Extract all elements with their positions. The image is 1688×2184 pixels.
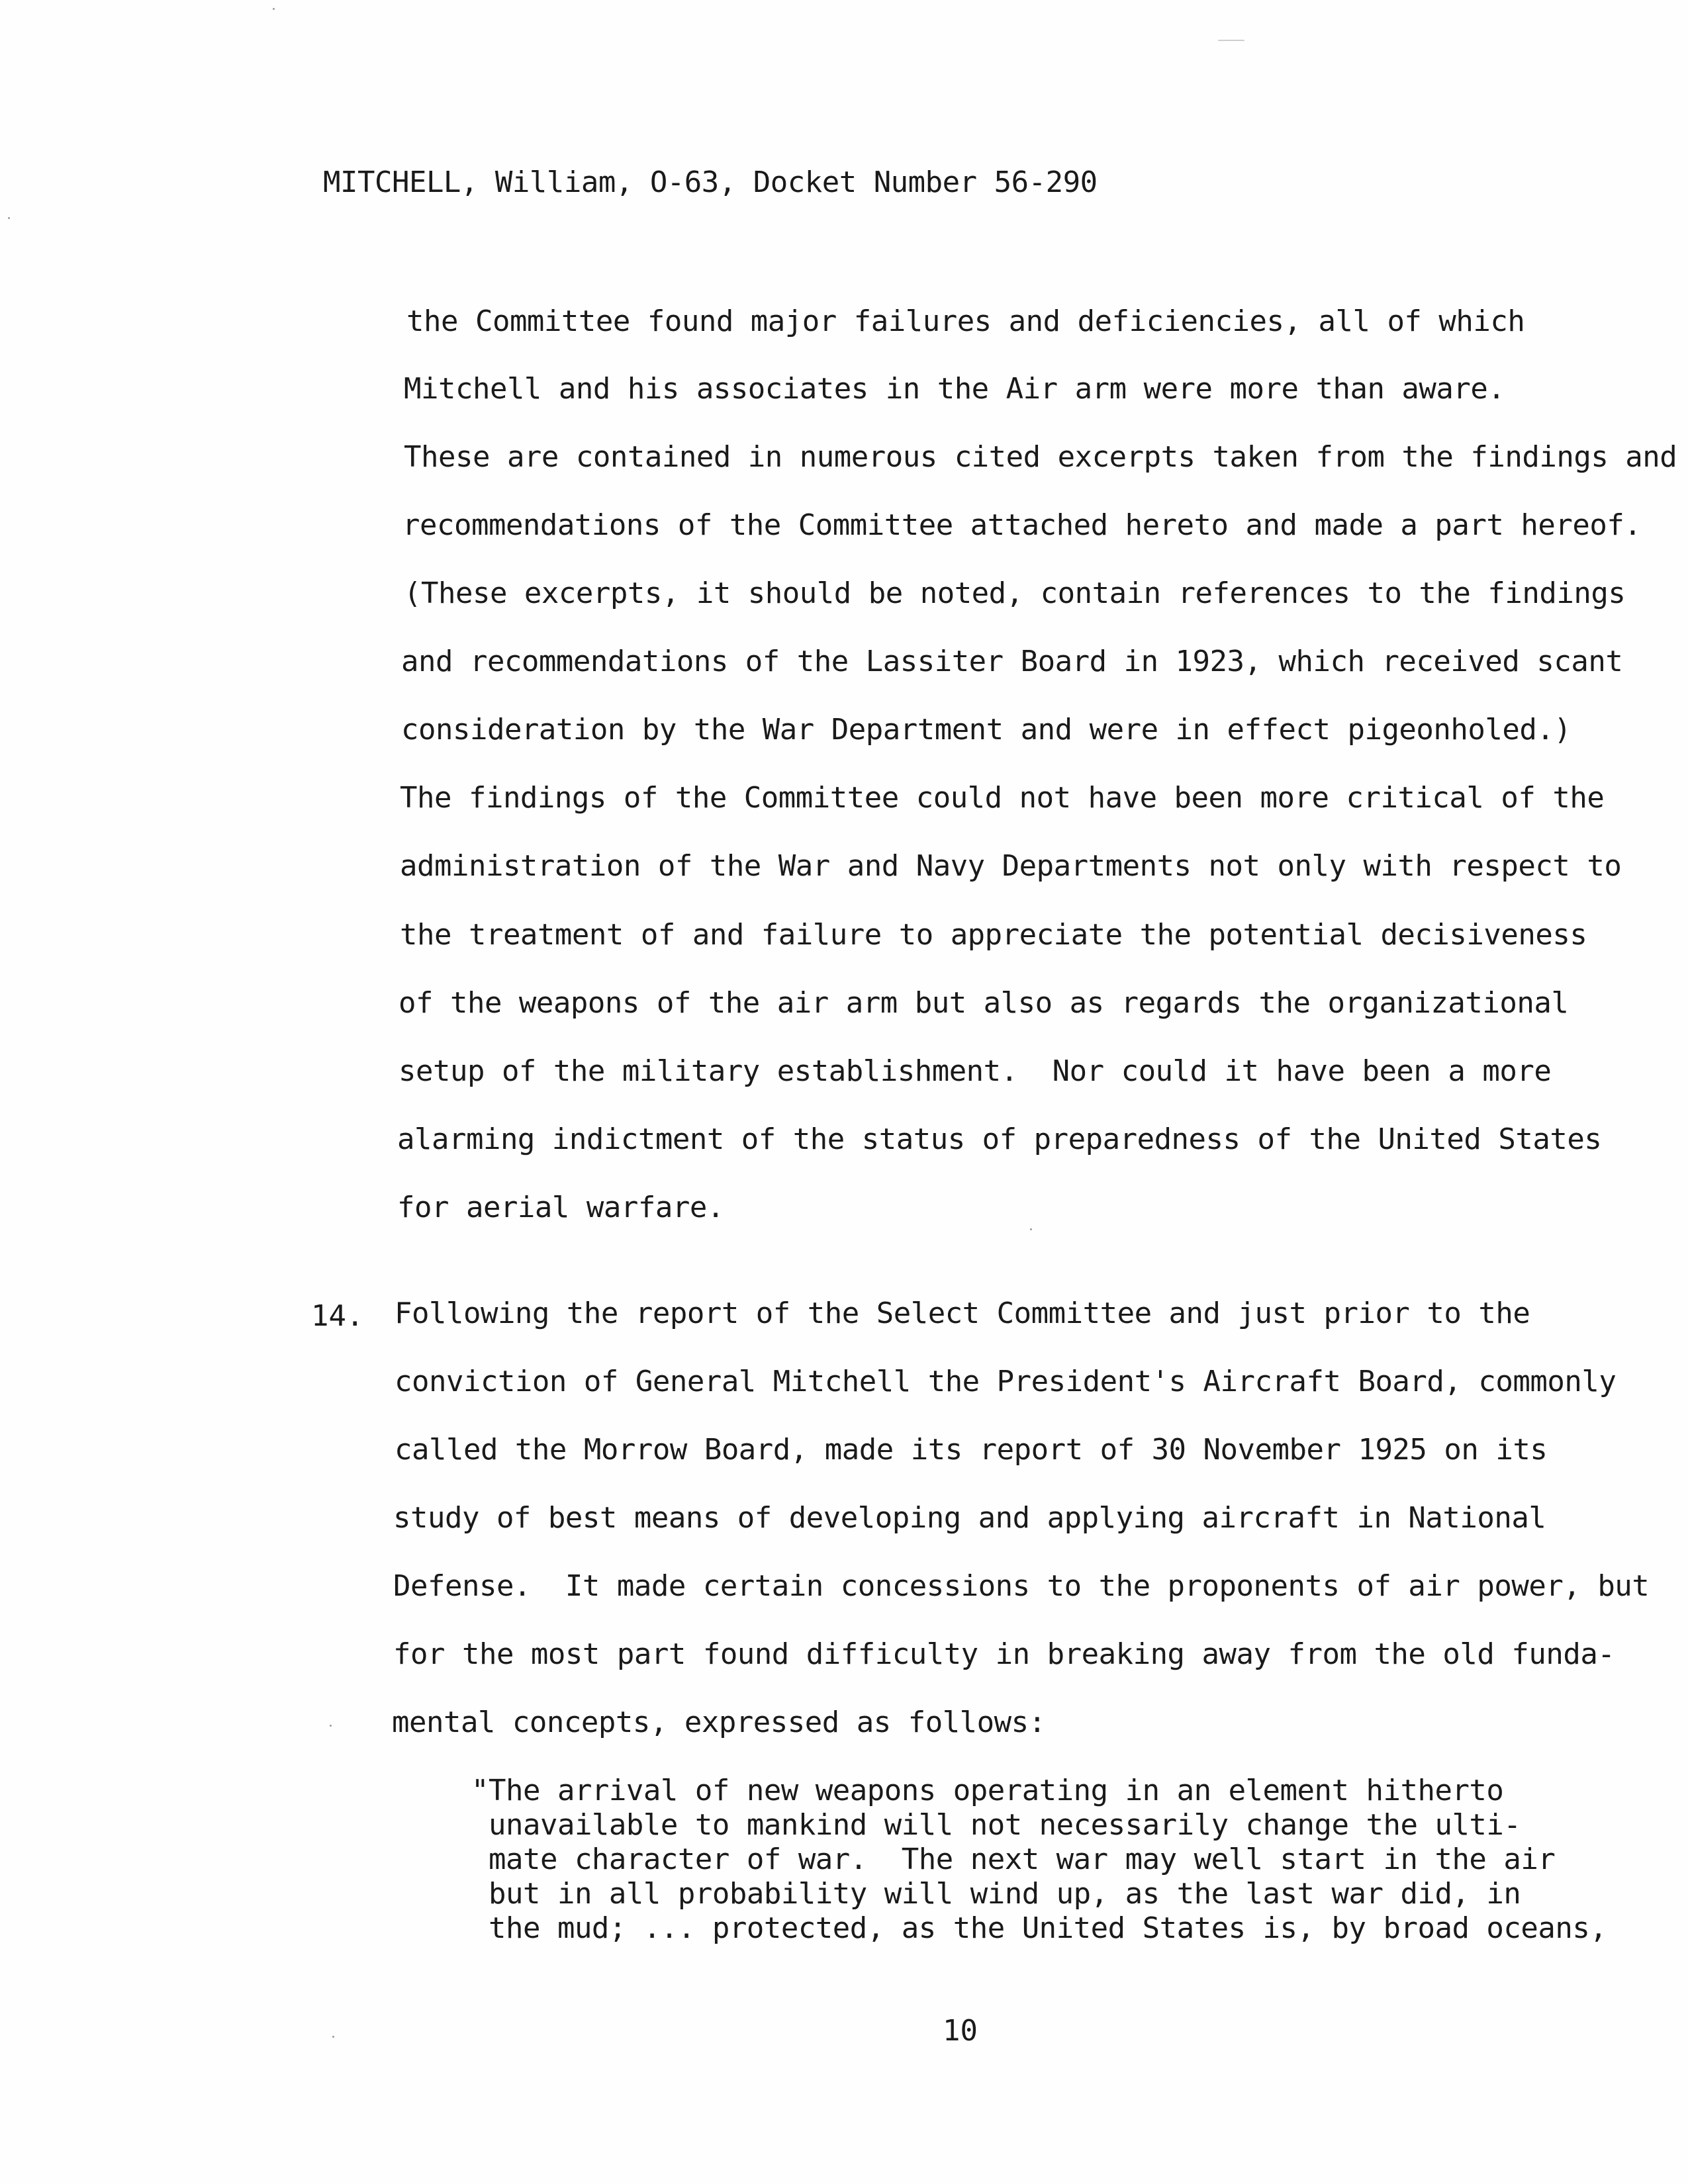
paragraph-line: the treatment of and failure to appreciate the potential decisiveness <box>400 918 1587 952</box>
quote-line: unavailable to mankind will not necessarily change the ulti- <box>471 1808 1521 1842</box>
paragraph-line: study of best means of developing and applying aircraft in National <box>393 1501 1546 1535</box>
scan-speck <box>1030 1228 1032 1230</box>
scan-speck <box>330 1725 332 1727</box>
scan-speck <box>332 2036 334 2038</box>
paragraph-line: setup of the military establishment. Nor could it have been a more <box>399 1054 1552 1088</box>
paragraph-number: 14. <box>311 1299 364 1333</box>
page-number: 10 <box>943 2014 978 2048</box>
scan-speck <box>8 217 10 219</box>
paragraph-line: These are contained in numerous cited excerpts taken from the findings and <box>404 440 1677 474</box>
paragraph-line: Defense. It made certain concessions to the proponents of air power, but <box>393 1569 1650 1603</box>
quote-line: the mud; ... protected, as the United States is, by broad oceans, <box>471 1911 1607 1945</box>
quote-line: but in all probability will wind up, as the last war did, in <box>471 1877 1521 1911</box>
paragraph-line: the Committee found major failures and deficiencies, all of which <box>406 304 1525 338</box>
paragraph-line: Following the report of the Select Committee and just prior to the <box>395 1297 1530 1330</box>
paragraph-line: called the Morrow Board, made its report of 30 November 1925 on its <box>395 1433 1548 1467</box>
paragraph-line: consideration by the War Department and were in effect pigeonholed.) <box>401 713 1571 747</box>
paragraph-line: (These excerpts, it should be noted, contain references to the findings <box>404 576 1626 610</box>
paragraph-line: of the weapons of the air arm but also as regards the organizational <box>399 986 1569 1020</box>
scan-speck <box>1218 40 1244 41</box>
paragraph-line: alarming indictment of the status of preparedness of the United States <box>397 1122 1602 1156</box>
paragraph-line: mental concepts, expressed as follows: <box>392 1706 1046 1739</box>
paragraph-line: for aerial warfare. <box>397 1191 724 1224</box>
paragraph-line: and recommendations of the Lassiter Board in 1923, which received scant <box>401 645 1623 678</box>
scan-speck <box>273 8 275 10</box>
paragraph-line: The findings of the Committee could not have been more critical of the <box>400 781 1605 815</box>
paragraph-line: administration of the War and Navy Departments not only with respect to <box>400 849 1622 883</box>
paragraph-line: for the most part found difficulty in breaking away from the old funda- <box>393 1637 1615 1671</box>
quote-line: mate character of war. The next war may well start in the air <box>471 1843 1556 1876</box>
paragraph-line: recommendations of the Committee attached hereto and made a part hereof. <box>402 508 1642 542</box>
paragraph-line: Mitchell and his associates in the Air arm were more than aware. <box>404 372 1505 406</box>
paragraph-line: conviction of General Mitchell the President's Aircraft Board, commonly <box>395 1365 1617 1398</box>
quote-line: "The arrival of new weapons operating in an element hitherto <box>471 1774 1504 1807</box>
document-header: MITCHELL, William, O-63, Docket Number 56-290 <box>323 165 1098 199</box>
